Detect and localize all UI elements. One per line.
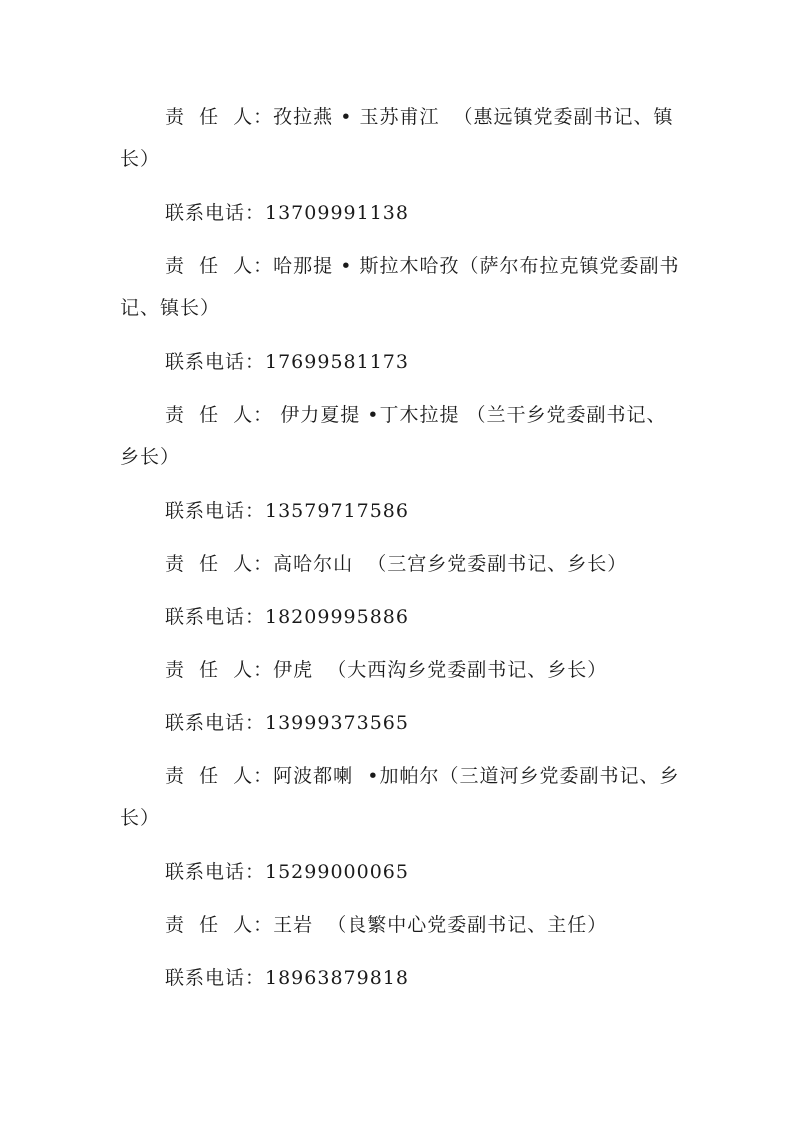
contact-phone-1: 联系电话：13709991138 bbox=[165, 202, 409, 224]
contact-phone-4: 联系电话：18209995886 bbox=[165, 606, 409, 628]
contact-phone-7: 联系电话：18963879818 bbox=[165, 967, 409, 989]
contact-phone-5: 联系电话：13999373565 bbox=[165, 712, 409, 734]
contact-phone-6: 联系电话：15299000065 bbox=[165, 861, 409, 883]
contact-phone-3: 联系电话：13579717586 bbox=[165, 500, 409, 522]
responsible-person-2: 责 任 人：哈那提 • 斯拉木哈孜（萨尔布拉克镇党委副书记、镇长） bbox=[120, 255, 680, 319]
responsible-person-4: 责 任 人：高哈尔山 （三宫乡党委副书记、乡长） bbox=[165, 553, 628, 575]
contact-phone-2: 联系电话：17699581173 bbox=[165, 351, 409, 373]
responsible-person-1: 责 任 人：孜拉燕 • 玉苏甫江 （惠远镇党委副书记、镇长） bbox=[120, 106, 674, 170]
responsible-person-6: 责 任 人：阿波都喇 •加帕尔（三道河乡党委副书记、乡长） bbox=[120, 765, 680, 829]
responsible-person-7: 责 任 人：王岩 （良繁中心党委副书记、主任） bbox=[165, 914, 608, 936]
responsible-person-3: 责 任 人： 伊力夏提 •丁木拉提 （兰干乡党委副书记、乡长） bbox=[120, 404, 667, 468]
responsible-person-5: 责 任 人：伊虎 （大西沟乡党委副书记、乡长） bbox=[165, 659, 608, 681]
